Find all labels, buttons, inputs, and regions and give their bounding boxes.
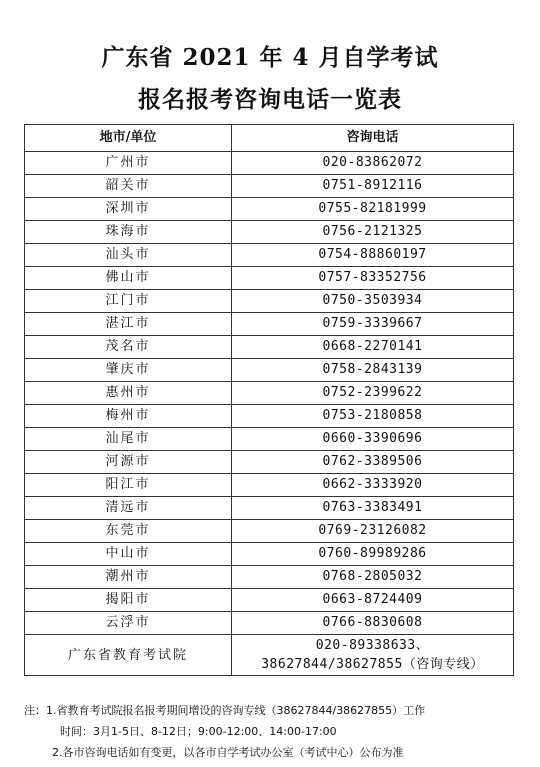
unit-cell: 广州市 [25, 152, 232, 175]
table-row [25, 612, 514, 635]
phone-cell: 0768-2805032 [232, 566, 514, 589]
unit-cell: 云浮市 [25, 612, 232, 635]
note-line-3: 2.各市咨询电话如有变更，以各市自学考试办公室（考试中心）公布为准 [52, 746, 404, 759]
phone-line-1: 020-89338633、 [315, 638, 430, 653]
phone-cell: 0757-83352756 [232, 267, 514, 290]
phone-cell: 0755-82181999 [232, 198, 514, 221]
unit-cell: 江门市 [25, 290, 232, 313]
page-title-line-1: 广东省 2021 年 4 月自学考试 [101, 44, 439, 71]
phone-cell: 0753-2180858 [232, 405, 514, 428]
unit-cell: 中山市 [25, 543, 232, 566]
unit-cell: 梅州市 [25, 405, 232, 428]
table-row [25, 290, 514, 313]
unit-cell: 阳江市 [25, 474, 232, 497]
phone-cell: 0763-3383491 [232, 497, 514, 520]
table-row [25, 405, 514, 428]
table-row [25, 589, 514, 612]
unit-cell: 茂名市 [25, 336, 232, 359]
table-row [25, 428, 514, 451]
phone-cell-multi [232, 635, 514, 676]
table-row [25, 267, 514, 290]
unit-cell: 广东省教育考试院 [25, 635, 232, 676]
table-row [25, 152, 514, 175]
phone-cell: 0751-8912116 [232, 175, 514, 198]
unit-cell: 佛山市 [25, 267, 232, 290]
unit-cell: 清远市 [25, 497, 232, 520]
note-line-2: 时间：3月1-5日、8-12日；9:00-12:00、14:00-17:00 [60, 725, 337, 738]
table-header-row [25, 125, 514, 152]
phone-cell: 0766-8830608 [232, 612, 514, 635]
page-title-line-2: 报名报考咨询电话一览表 [138, 86, 402, 113]
phone-cell: 0759-3339667 [232, 313, 514, 336]
unit-cell: 湛江市 [25, 313, 232, 336]
table-row [25, 221, 514, 244]
phone-cell: 0662-3333920 [232, 474, 514, 497]
unit-cell: 惠州市 [25, 382, 232, 405]
unit-cell: 东莞市 [25, 520, 232, 543]
table-row [25, 198, 514, 221]
phone-cell: 0758-2843139 [232, 359, 514, 382]
table-row [25, 313, 514, 336]
table-row [25, 382, 514, 405]
phone-cell: 020-83862072 [232, 152, 514, 175]
table-row-exam-institute [25, 635, 514, 676]
phone-cell: 0754-88860197 [232, 244, 514, 267]
phone-cell: 0762-3389506 [232, 451, 514, 474]
table-row [25, 520, 514, 543]
phone-cell: 0660-3390696 [232, 428, 514, 451]
header-phone: 咨询电话 [232, 125, 514, 152]
header-unit: 地市/单位 [25, 125, 232, 152]
notes [24, 700, 524, 763]
phone-cell: 0760-89989286 [232, 543, 514, 566]
table-row [25, 543, 514, 566]
table-row [25, 336, 514, 359]
unit-cell: 深圳市 [25, 198, 232, 221]
phone-cell: 0756-2121325 [232, 221, 514, 244]
phone-cell: 0769-23126082 [232, 520, 514, 543]
unit-cell: 潮州市 [25, 566, 232, 589]
unit-cell: 韶关市 [25, 175, 232, 198]
table-row [25, 474, 514, 497]
phone-cell: 0750-3503934 [232, 290, 514, 313]
table-row [25, 175, 514, 198]
unit-cell: 肇庆市 [25, 359, 232, 382]
table-row [25, 244, 514, 267]
phone-cell: 0752-2399622 [232, 382, 514, 405]
table-row [25, 566, 514, 589]
phone-line-2: 38627844/38627855（咨询专线） [261, 657, 484, 672]
unit-cell: 汕头市 [25, 244, 232, 267]
table-row [25, 451, 514, 474]
phone-table [24, 124, 514, 676]
table-body [25, 152, 514, 676]
table-row [25, 497, 514, 520]
unit-cell: 珠海市 [25, 221, 232, 244]
note-line-1: 注：1.省教育考试院报名报考期间增设的咨询专线（38627844/38627855）工作 [24, 704, 426, 717]
phone-cell: 0663-8724409 [232, 589, 514, 612]
unit-cell: 汕尾市 [25, 428, 232, 451]
unit-cell: 河源市 [25, 451, 232, 474]
unit-cell: 揭阳市 [25, 589, 232, 612]
phone-cell: 0668-2270141 [232, 336, 514, 359]
table-row [25, 359, 514, 382]
